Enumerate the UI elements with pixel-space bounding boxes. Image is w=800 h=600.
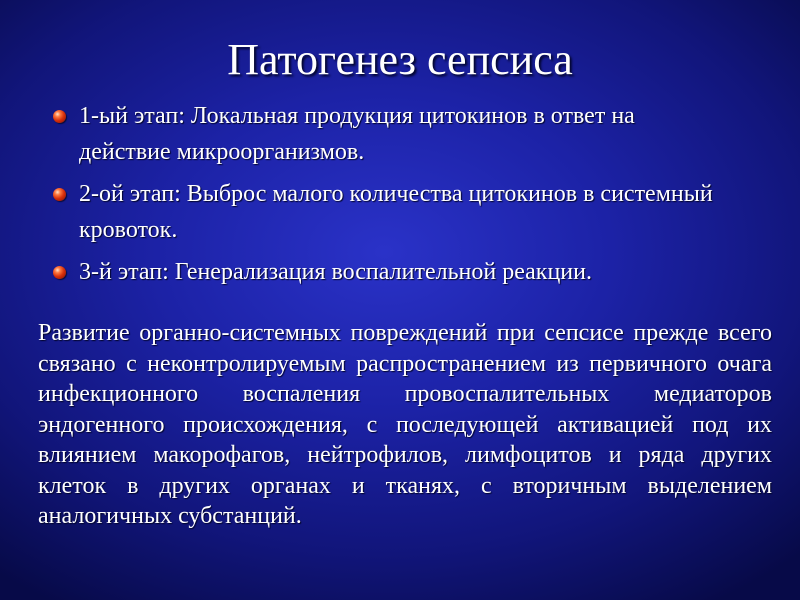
bullet-item-stage-2 (50, 176, 770, 248)
red-orb-bullet-icon (53, 110, 66, 123)
bullet-list (50, 98, 770, 296)
body-paragraph: Развитие органно-системных повреждений при сепсисе прежде всего связано с неконтролируемым распространением из первичного очага инфекционного воспаления провоспалительных медиаторов эндогенного происхождения, с последующей активацией под их влиянием макорофагов, нейтрофилов, лимфоцитов и ряда других клеток в других органах и тканях, с вторичным выделением аналогичных субстанций. (38, 320, 772, 529)
bullet-text: 2-ой этап: Выброс малого количества цитокинов в системный кровоток. (79, 181, 713, 243)
bullet-item-stage-1 (50, 98, 719, 170)
bullet-text: 1-ый этап: Локальная продукция цитокинов в ответ на действие микроорганизмов. (79, 103, 635, 165)
slide-title: Патогенез сепсиса (227, 35, 573, 84)
bullet-text: 3-й этап: Генерализация воспалительной реакции. (79, 259, 592, 285)
bullet-item-stage-3 (50, 254, 770, 290)
red-orb-bullet-icon (53, 188, 66, 201)
red-orb-bullet-icon (53, 266, 66, 279)
